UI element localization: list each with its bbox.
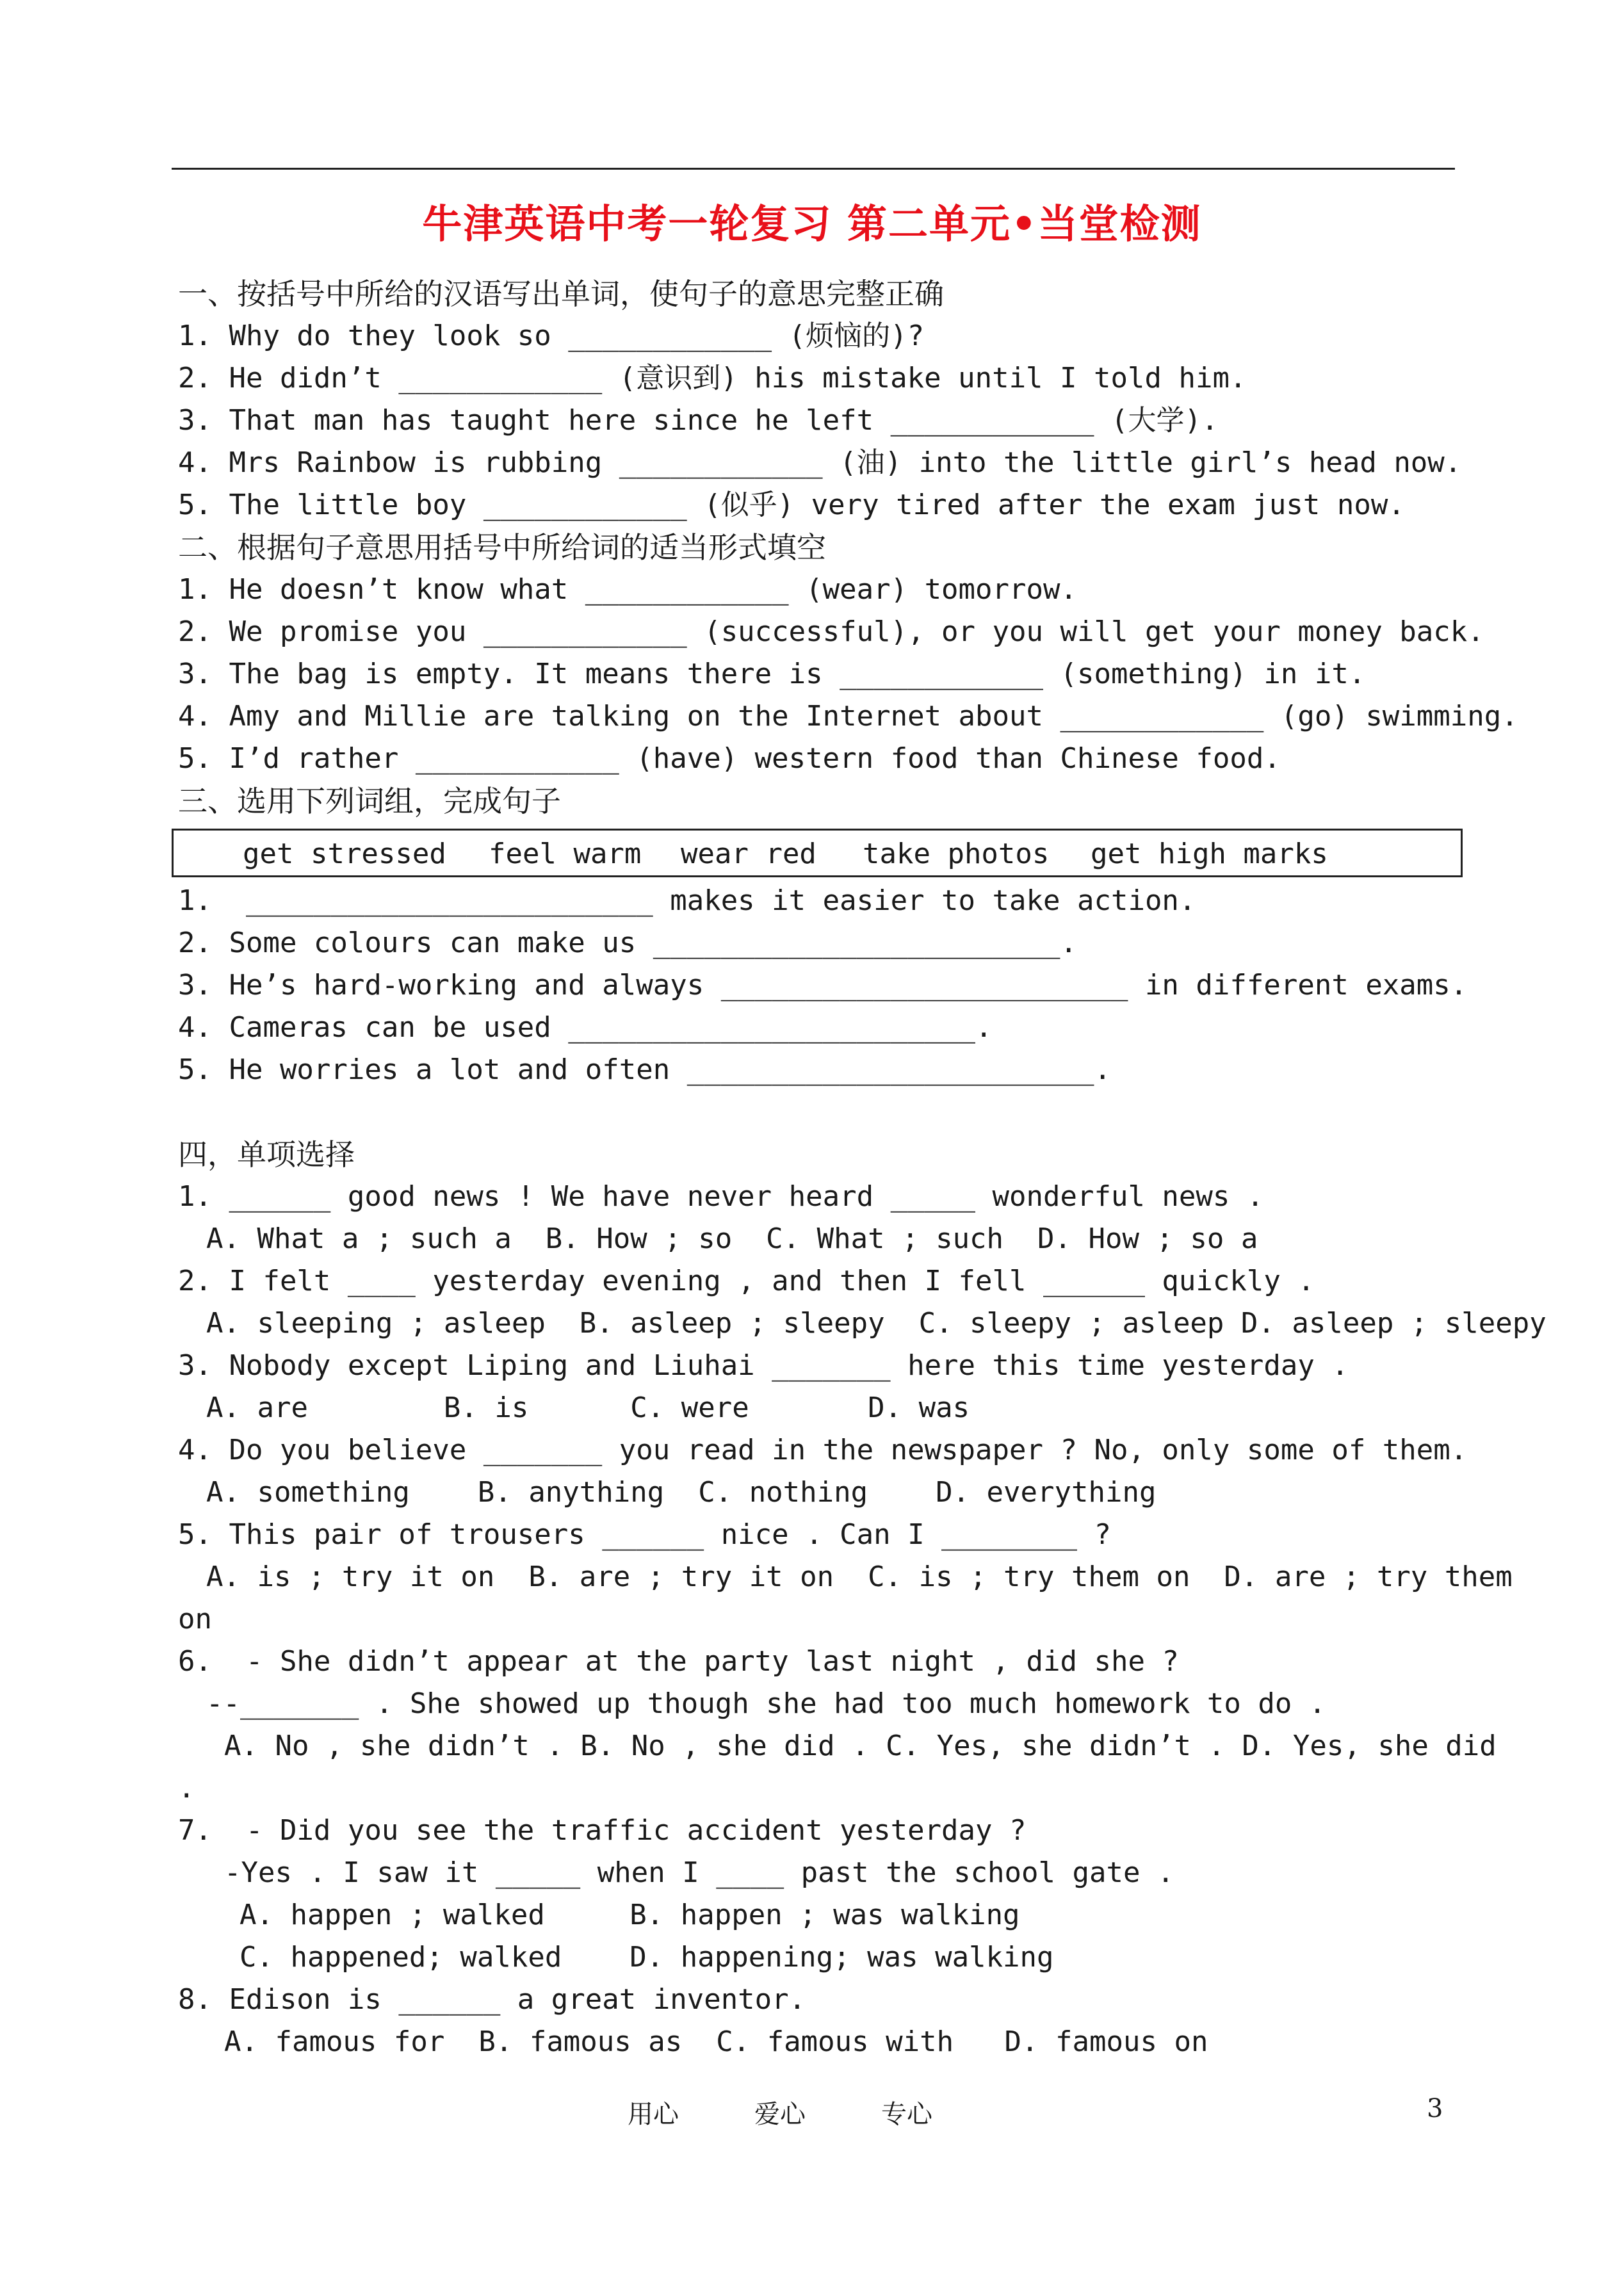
dialogue-line: --_______ . She showed up though she had too much homework to do . <box>206 1687 1326 1720</box>
page-title: 牛津英语中考一轮复习 第二单元•当堂检测 <box>422 200 1202 247</box>
section3-item: 3. He’s hard-working and always ________________________ in different exams. <box>178 969 1468 1002</box>
question: 6. - She didn’t appear at the party last night , did she ? <box>178 1645 1179 1678</box>
options: A. is ; try it on B. are ; try it on C. is ; try them on D. are ; try them <box>206 1561 1513 1593</box>
section3-item: 4. Cameras can be used ________________________. <box>178 1011 993 1044</box>
section3-item: 5. He worries a lot and often ________________________. <box>178 1053 1111 1086</box>
question: 2. I felt ____ yesterday evening , and then I fell ______ quickly . <box>178 1265 1315 1297</box>
phrase: get stressed <box>243 838 446 870</box>
section4-heading: 四，单项选择 <box>178 1137 355 1172</box>
section3-heading: 三、选用下列词组，完成句子 <box>178 784 561 818</box>
options: A. famous for B. famous as C. famous with D. famous on <box>224 2025 1208 2058</box>
options: A. No , she didn’t . B. No , she did . C. Yes, she didn’t . D. Yes, she did <box>224 1730 1497 1762</box>
section2-item: 1. He doesn’t know what ____________ (wear) tomorrow. <box>178 573 1077 606</box>
section1-item: 5. The little boy ____________ (似乎) very tired after the exam just now. <box>178 489 1405 521</box>
options: A. something B. anything C. nothing D. everything <box>206 1476 1157 1509</box>
page-number: 3 <box>1427 2094 1443 2123</box>
section3-item: 2. Some colours can make us ________________________. <box>178 927 1077 959</box>
question: 8. Edison is ______ a great inventor. <box>178 1983 806 2016</box>
section2-item: 4. Amy and Millie are talking on the Internet about ____________ (go) swimming. <box>178 700 1518 733</box>
section1-item: 3. That man has taught here since he left ____________ (大学). <box>178 404 1219 437</box>
question: 1. ______ good news ! We have never heard _____ wonderful news . <box>178 1180 1264 1213</box>
question: 4. Do you believe _______ you read in the newspaper ? No, only some of them. <box>178 1434 1468 1466</box>
options: A. happen ; walked B. happen ; was walking <box>240 1899 1020 1931</box>
footer-word: 爱心 <box>754 2100 806 2129</box>
question: 5. This pair of trousers ______ nice . Can I ________ ? <box>178 1518 1111 1551</box>
phrase: get high marks <box>1091 838 1328 870</box>
options: A. sleeping ; asleep B. asleep ; sleepy C. sleepy ; asleep D. asleep ; sleepy <box>206 1307 1547 1340</box>
section2-item: 5. I’d rather ____________ (have) western food than Chinese food. <box>178 742 1281 775</box>
options-continued: . <box>178 1772 195 1804</box>
phrase: feel warm <box>489 838 642 870</box>
options: A. What a ; such a B. How ; so C. What ; such D. How ; so a <box>206 1222 1258 1255</box>
phrase: wear red <box>681 838 816 870</box>
question: 7. - Did you see the traffic accident yesterday ? <box>178 1814 1027 1847</box>
dialogue-line: -Yes . I saw it _____ when I ____ past the school gate . <box>224 1856 1174 1889</box>
options: C. happened; walked D. happening; was walking <box>240 1941 1054 1974</box>
options-continued: on <box>178 1603 212 1635</box>
section1-item: 2. He didn’t ____________ (意识到) his mistake until I told him. <box>178 362 1247 394</box>
footer-word: 专心 <box>881 2100 932 2129</box>
options: A. are B. is C. were D. was <box>206 1391 970 1424</box>
phrase-box <box>172 829 1463 877</box>
phrase: take photos <box>863 838 1050 870</box>
section2-item: 2. We promise you ____________ (successful), or you will get your money back. <box>178 615 1484 648</box>
footer-word: 用心 <box>628 2100 679 2129</box>
section1-item: 1. Why do they look so ____________ (烦恼的)? <box>178 320 925 352</box>
section1-heading: 一、按括号中所给的汉语写出单词，使句子的意思完整正确 <box>178 277 944 311</box>
section3-item: 1. ________________________ makes it easier to take action. <box>178 884 1196 917</box>
question: 3. Nobody except Liping and Liuhai _______ here this time yesterday . <box>178 1349 1349 1382</box>
header-rule <box>172 168 1455 170</box>
section2-heading: 二、根据句子意思用括号中所给词的适当形式填空 <box>178 530 826 565</box>
section2-item: 3. The bag is empty. It means there is ____________ (something) in it. <box>178 658 1366 690</box>
section1-item: 4. Mrs Rainbow is rubbing ____________ (油) into the little girl’s head now. <box>178 446 1462 479</box>
